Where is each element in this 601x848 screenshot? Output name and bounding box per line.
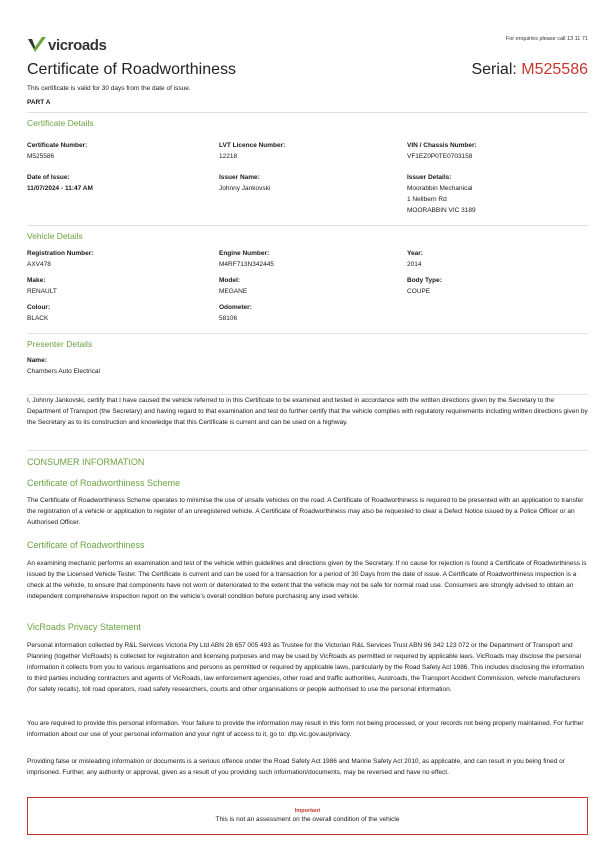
field-value: COUPE [407,288,431,295]
privacy-text-3: Providing false or misleading information or documents is a serious offence under the Road Safety Act 1986 and Marine Safety Act 2010, as applicable, and can result in you being fined or imprisoned. Further, any authority or approval, given as a result of you providing such information/documents, may be reversed and have no effect. [27,758,565,776]
field-label: Make: [27,277,46,284]
scheme-heading: Certificate of Roadworthiness Scheme [27,478,181,488]
scheme-text: The Certificate of Roadworthiness Scheme operates to minimise the use of unsafe vehicles on the road. A Certificate of Roadworthiness is required to be presented with an application to transfer the registration of a vehicle or application to register of an unregistered vehicle. A Certificate of Roadworthiness may also be requested to clear a Defect Notice issued by a Police Officer or an Authorised Officer. [27,497,584,526]
issuer-address-line: Moorabbin Mechanical [407,185,473,192]
odometer-field [219,302,252,324]
field-label: VIN / Chassis Number: [407,142,477,149]
certificate-details-heading: Certificate Details [27,112,588,128]
vicroads-logo [27,35,107,55]
enquiry-text: For enquiries please call 13 11 71 [505,36,588,42]
field-value: VF1EZ0P0TE0703158 [407,153,473,160]
field-value: 58106 [219,315,238,322]
important-label: Important [294,808,321,814]
field-label: Odometer: [219,304,252,311]
field-value: M525586 [27,153,55,160]
field-value: Johnny Jankovski [219,185,271,192]
year-field [407,248,423,270]
field-label: Name: [27,357,47,364]
declaration-text: I, Johnny Jankovski, certify that I have caused the vehicle referred to in this Certificate to be examined and tested in accordance with the written directions given by the Secretary to the Department of Transport (the Secretary) and having regard to that examination and test do further certify that the vehicle complies with regulatory requirements including written directions given by the Secretary as to its construction and knowledge that this Certificate is current and can be used on a highway. [27,394,588,428]
privacy-text-1: Personal information collected by R&L Services Victoria Pty Ltd ABN 28 657 005 493 as Trustee for the Victorian R&L Services Trust ABN 96 342 123 072 or the Department of Transport and Planning (together VicRoads) is collected for registration and licensing purposes and may be used by VicRoads as permitted or required by applicable laws. VicRoads may disclose the personal information it collects from you to various organisations and persons as permitted or required by applicable laws, particularly by the Road Safety Act 1986. This includes disclosing the information to third parties including contractors and agents of VicRoads, law enforcement agencies, other road and traffic authorities, Austroads, the Transport Accident Commission, vehicle manufacturers (for safety recalls), toll road operators, road safety researchers, courts and other organisations or people authorised to use the personal information. [27,642,585,693]
field-value: M4RF713N342445 [219,261,274,268]
field-label: Date of Issue: [27,174,70,181]
logo-text: vicroads [48,36,107,54]
important-notice-box [27,797,588,835]
field-label: Certificate Number: [27,142,88,149]
field-value: 11/07/2024 - 11:47 AM [27,185,93,192]
issuer-details-field [407,172,476,216]
vicroads-v-icon [27,36,47,54]
presenter-name-field [27,355,100,377]
field-value: BLACK [27,315,49,322]
certificate-text: An examining mechanic performs an examination and test of the vehicle within guidelines and directions given by the Secretary. If no cause for rejection is found a Certificate of Roadworthiness is issued by the Licensed Vehicle Tester. The Certificate is current and can be used for a transaction for a period of 30 Days from the date of issue. A Certificate of Roadworthiness inspection is a check at the vehicle, to ensure that components have not worn or deteriorated to the extent that the vehicle may not be safe for normal road use. Consumers are strongly advised to obtain an independent comprehensive inspection report on the vehicle's overall condition before purchasing any used vehicle. [27,560,587,600]
body-type-field [407,275,442,297]
vin-field [407,140,477,162]
validity-note: This certificate is valid for 30 days from the date of issue. [27,85,191,92]
field-label: Body Type: [407,277,442,284]
colour-field [27,302,50,324]
issuer-name-field [219,172,270,194]
field-value: 2014 [407,261,422,268]
consumer-information-heading: CONSUMER INFORMATION [27,450,588,467]
date-of-issue-field [27,172,93,194]
field-label: Colour: [27,304,51,311]
engine-number-field [219,248,274,270]
page-title: Certificate of Roadworthiness [27,61,236,78]
important-text: This is not an assessment on the overall condition of the vehicle [215,816,400,823]
vehicle-details-heading: Vehicle Details [27,225,588,241]
field-label: Issuer Name: [219,174,260,181]
issuer-address-line: 1 Nellbern Rd [407,196,447,203]
serial-number [471,61,588,79]
field-label: Engine Number: [219,250,270,257]
field-label: Model: [219,277,240,284]
make-field [27,275,57,297]
serial-value: M525586 [521,61,588,78]
lvt-licence-field [219,140,285,162]
field-value: AXV478 [27,261,51,268]
field-label: Year: [407,250,423,257]
model-field [219,275,247,297]
presenter-details-heading: Presenter Details [27,333,588,349]
field-label: Issuer Details: [407,174,452,181]
field-value: MEGANE [219,288,248,295]
field-label: Registration Number: [27,250,94,257]
serial-label: Serial: [471,61,517,78]
privacy-text-2: You are required to provide this personal information. Your failure to provide the information may result in this form not being processed, or your records not being properly maintained. For further information about our use of your personal information and your right of access to it, go to: dtp.vic.gov.au/privacy. [27,720,584,738]
issuer-address-line: MOORABBIN VIC 3189 [407,207,476,214]
certificate-number-field [27,140,87,162]
privacy-heading: VicRoads Privacy Statement [27,622,141,632]
field-value: Chambers Auto Electrical [27,368,100,375]
field-value: RENAULT [27,288,57,295]
field-label: LVT Licence Number: [219,142,286,149]
part-label: PART A [27,99,51,106]
registration-field [27,248,93,270]
field-value: 12218 [219,153,238,160]
certificate-heading: Certificate of Roadworthiness [27,540,145,550]
